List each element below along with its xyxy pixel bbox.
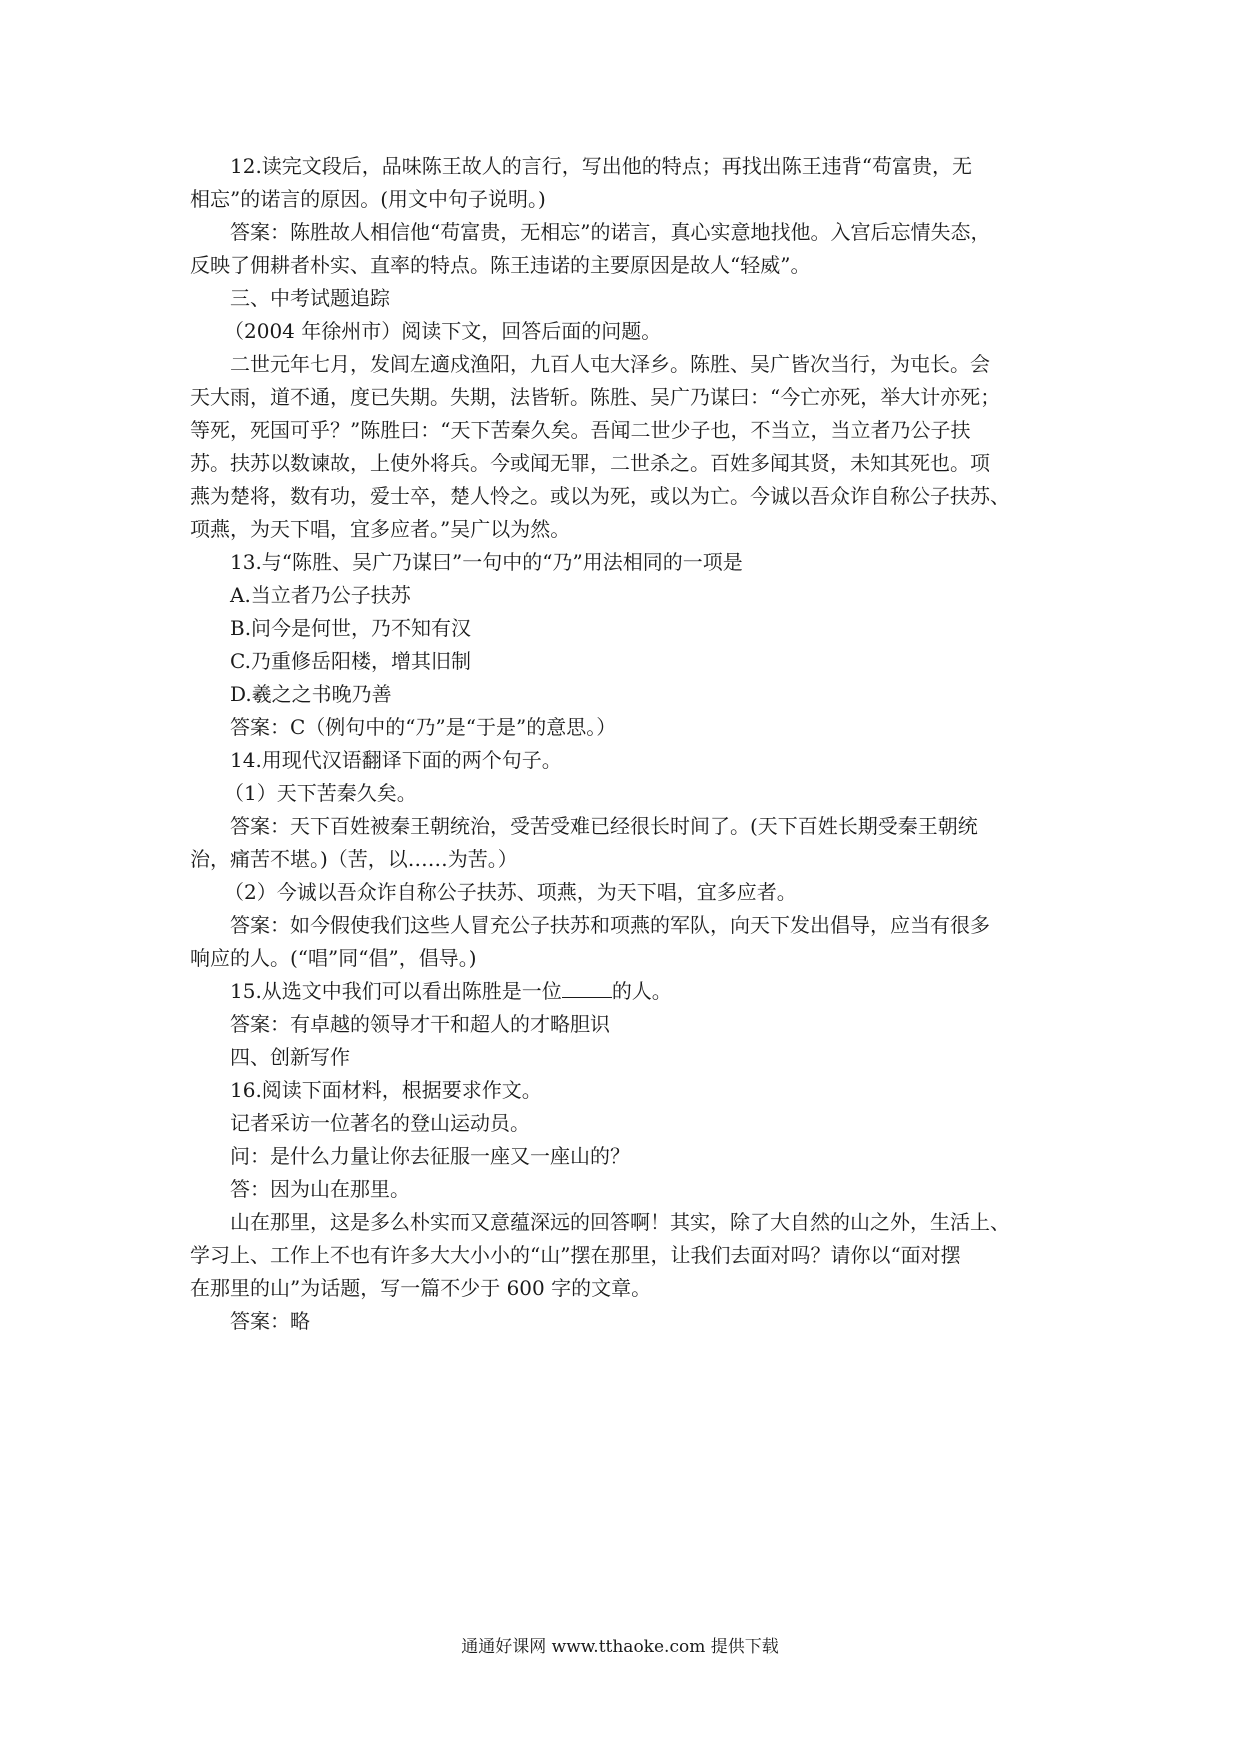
- passage-line-2: 天大雨，道不通，度已失期。失期，法皆斩。陈胜、吴广乃谋曰：“今亡亦死，举大计亦死；: [190, 385, 1001, 409]
- answer-12-line-2: 反映了佣耕者朴实、直率的特点。陈王违诺的主要原因是故人“轻威”。: [190, 253, 811, 277]
- section-heading-3: 三、中考试题追踪: [230, 286, 390, 310]
- passage-line-4: 苏。扶苏以数谏故，上使外将兵。今或闻无罪，二世杀之。百姓多闻其贤，未知其死也。项: [190, 451, 990, 475]
- passage-line-3: 等死，死国可乎？”陈胜曰：“天下苦秦久矣。吾闻二世少子也，不当立，当立者乃公子扶: [190, 418, 971, 442]
- answer-14-2-line-2: 响应的人。(“唱”同“倡”，倡导。): [190, 946, 477, 970]
- option-d: D.羲之之书晚乃善: [230, 682, 392, 706]
- prompt-line-1: 山在那里，这是多么朴实而又意蕴深远的回答啊！其实，除了大自然的山之外，生活上、: [230, 1210, 1010, 1234]
- question-12-line-1: 12.读完文段后，品味陈王故人的言行，写出他的特点；再找出陈王违背“苟富贵，无: [230, 154, 973, 178]
- passage-line-1: 二世元年七月，发闾左適戍渔阳，九百人屯大泽乡。陈胜、吴广皆次当行，为屯长。会: [230, 352, 990, 376]
- question-15-prefix: 15.从选文中我们可以看出陈胜是一位: [230, 979, 562, 1003]
- exam-source: （2004 年徐州市）阅读下文，回答后面的问题。: [224, 319, 662, 343]
- prompt-line-2: 学习上、工作上不也有许多大大小小的“山”摆在那里，让我们去面对吗？请你以“面对摆: [190, 1243, 961, 1267]
- material-question: 问：是什么力量让你去征服一座又一座山的？: [230, 1144, 630, 1168]
- fill-in-blank: [562, 979, 612, 998]
- question-15-suffix: 的人。: [611, 979, 672, 1003]
- document-body: [190, 150, 1055, 1338]
- option-b: B.问今是何世，乃不知有汉: [230, 616, 472, 640]
- question-12-line-2: 相忘”的诺言的原因。(用文中句子说明。): [190, 187, 546, 211]
- answer-14-2-line-1: 答案：如今假使我们这些人冒充公子扶苏和项燕的军队，向天下发出倡导，应当有很多: [230, 913, 990, 937]
- answer-14-1-line-2: 治，痛苦不堪。)（苦，以……为苦。）: [190, 847, 518, 871]
- answer-14-1-line-1: 答案：天下百姓被秦王朝统治，受苦受难已经很长时间了。(天下百姓长期受秦王朝统: [230, 814, 978, 838]
- material-answer: 答：因为山在那里。: [230, 1177, 410, 1201]
- question-14: 14.用现代汉语翻译下面的两个句子。: [230, 748, 562, 772]
- passage-line-6: 项燕，为天下唱，宜多应者。”吴广以为然。: [190, 517, 571, 541]
- question-16: 16.阅读下面材料，根据要求作文。: [230, 1078, 542, 1102]
- option-c: C.乃重修岳阳楼，增其旧制: [230, 649, 471, 673]
- page-footer: 通通好课网 www.tthaoke.com 提供下载: [461, 1637, 779, 1657]
- answer-16: 答案：略: [230, 1309, 310, 1333]
- answer-13: 答案：C（例句中的“乃”是“于是”的意思。）: [230, 715, 617, 739]
- material-line-1: 记者采访一位著名的登山运动员。: [230, 1111, 530, 1135]
- section-heading-4: 四、创新写作: [230, 1045, 350, 1069]
- question-14-sentence-1: （1）天下苦秦久矣。: [224, 781, 417, 805]
- option-a: A.当立者乃公子扶苏: [230, 583, 411, 607]
- prompt-line-3: 在那里的山”为话题，写一篇不少于 600 字的文章。: [190, 1276, 652, 1300]
- question-15: [190, 975, 1055, 1008]
- question-13: 13.与“陈胜、吴广乃谋曰”一句中的“乃”用法相同的一项是: [230, 550, 743, 574]
- answer-15: 答案：有卓越的领导才干和超人的才略胆识: [230, 1012, 610, 1036]
- question-14-sentence-2: （2）今诚以吾众诈自称公子扶苏、项燕，为天下唱，宜多应者。: [224, 880, 797, 904]
- passage-line-5: 燕为楚将，数有功，爱士卒，楚人怜之。或以为死，或以为亡。今诚以吾众诈自称公子扶苏、: [190, 484, 1010, 508]
- answer-12-line-1: 答案：陈胜故人相信他“苟富贵，无相忘”的诺言，真心实意地找他。入宫后忘情失态，: [230, 220, 991, 244]
